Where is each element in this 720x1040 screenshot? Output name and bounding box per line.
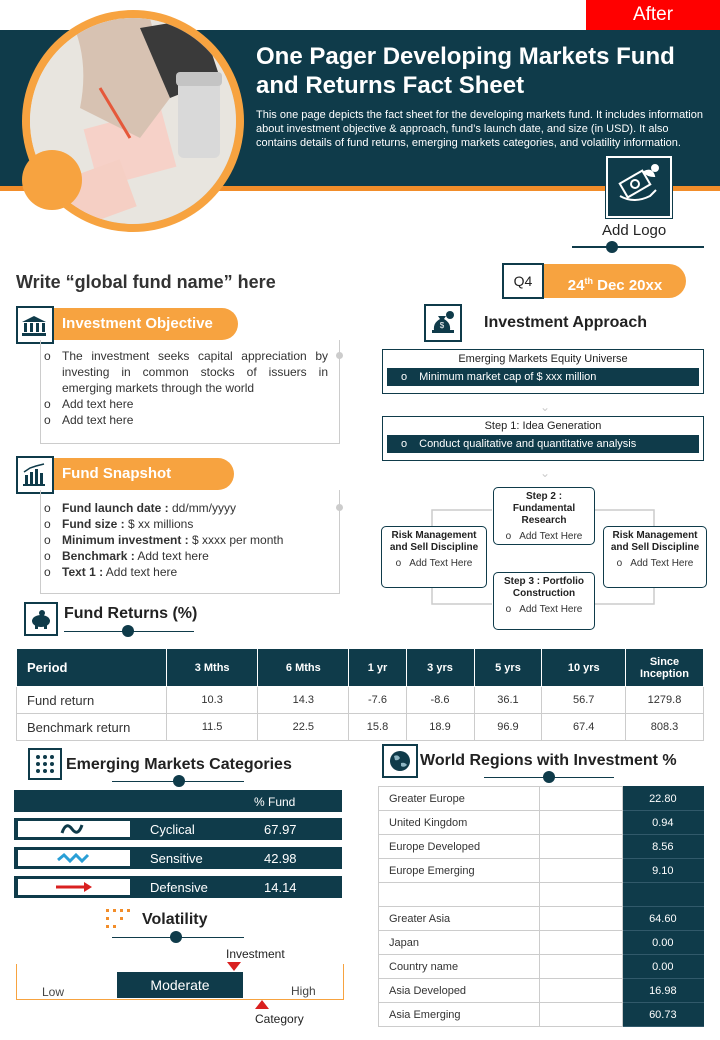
step2-add-text: o Add Text Here [505,531,583,542]
arrow-icon [18,879,130,895]
region-spacer [539,835,622,859]
table-cell: 15.8 [349,714,406,741]
category-name: Cyclical [150,822,195,837]
region-name: Europe Emerging [379,859,540,883]
date-day: 24 [567,277,585,294]
region-value: 60.73 [622,1003,703,1027]
volatility-level: Moderate [117,972,243,998]
after-badge: After [586,0,720,34]
table-cell: -7.6 [349,687,406,714]
snapshot-item: o Minimum investment : $ xxxx per month [44,533,284,547]
region-value: 0.94 [622,811,703,835]
investment-approach-title: Investment Approach [484,314,647,331]
investment-objective-title: Investment Objective [54,308,238,340]
region-name: Asia Emerging [379,1003,540,1027]
table-cell: 1279.8 [626,687,704,714]
fund-snapshot-list [44,500,328,580]
fund-returns-title: Fund Returns (%) [64,605,198,622]
col-header: 3 yrs [406,649,474,687]
volatility-title: Volatility [142,911,208,928]
table-cell: 11.5 [167,714,258,741]
step1-item: o Conduct qualitative and quantitative analysis [387,435,699,453]
table-cell: 36.1 [474,687,542,714]
snapshot-item: o Text 1 : Add text here [44,565,178,579]
region-name: United Kingdom [379,811,540,835]
region-spacer [539,883,622,907]
objective-text: Add text here [62,413,134,427]
region-name: Country name [379,955,540,979]
volatility-underline-dot [170,931,182,943]
step2-add-label: Add Text Here [519,531,583,542]
bar-chart-icon [16,456,54,494]
objective-item: o The investment seeks capital appreciation by investing in common stocks of issuers in emerging markets through the world [44,349,328,395]
category-marker-label: Category [255,1012,304,1026]
table-row [379,811,704,835]
table-row [379,931,704,955]
percent-fund-header: % Fund [254,795,296,809]
step1-box [382,416,704,461]
volatility-dots-icon [104,906,134,932]
table-cell: 808.3 [626,714,704,741]
universe-box [382,349,704,394]
region-value: 16.98 [622,979,703,1003]
category-name: Defensive [150,880,208,895]
region-name: Greater Asia [379,907,540,931]
page-description: This one page depicts the fact sheet for the developing markets fund. It includes information about investment objective & approach, fund’s launch date, and size (in USD). It also contains details of fund returns, emerging markets categories, and volatility information. [256,109,703,149]
grid-dots-icon [28,748,62,780]
table-row [379,859,704,883]
snapshot-value: Add text here [134,549,209,563]
region-spacer [539,1003,622,1027]
date-rest: Dec 20xx [592,277,663,294]
date-pill [544,264,686,298]
table-cell: 56.7 [542,687,626,714]
table-row [379,787,704,811]
investment-marker-label: Investment [226,947,285,961]
col-header: 3 Mths [167,649,258,687]
table-cell: 18.9 [406,714,474,741]
fund-name: Write “global fund name” here [16,272,276,292]
table-row [379,835,704,859]
table-row [379,955,704,979]
risk-left-title: Risk Management and Sell Discipline [389,530,479,553]
fund-returns-table [16,648,704,741]
category-row [14,876,342,898]
bank-icon [16,306,54,344]
page-title: One Pager Developing Markets Fund and Returns Fact Sheet [256,43,675,99]
volatility-low-label: Low [42,985,65,999]
snapshot-label: Fund size : [62,517,125,531]
col-header: 1 yr [349,649,406,687]
snapshot-label: Fund launch date : [62,501,169,515]
category-row [14,818,342,840]
table-cell: 22.5 [258,714,349,741]
region-value: 0.00 [622,955,703,979]
col-header: Period [17,649,167,687]
step1-heading: Step 1: Idea Generation [484,420,602,432]
region-value: 8.56 [622,835,703,859]
region-spacer [539,811,622,835]
chevron-down-icon: ⌄ [540,466,551,480]
category-marker-icon [255,1000,269,1009]
risk-right-box [603,526,707,588]
snapshot-value: $ xx millions [124,517,194,531]
world-regions-title: World Regions with Investment % [420,752,677,769]
snapshot-value: $ xxxx per month [188,533,284,547]
table-cell: 96.9 [474,714,542,741]
snapshot-label: Text 1 : [62,565,104,579]
globe-icon [382,744,418,778]
snapshot-value: dd/mm/yyyy [168,501,237,515]
chevron-down-icon: ⌄ [540,400,551,414]
world-regions-table [378,786,704,1027]
category-value: 14.14 [264,880,297,895]
region-name [379,883,540,907]
snapshot-label: Benchmark : [62,549,135,563]
objective-text: The investment seeks capital appreciation by investing in common stocks of issuers in emerging markets through the world [62,349,328,395]
region-value: 9.10 [622,859,703,883]
snapshot-item: o Fund launch date : dd/mm/yyyy [44,501,237,515]
region-value: 64.60 [622,907,703,931]
fund-snapshot-title: Fund Snapshot [54,458,234,490]
risk-right-add-label: Add Text Here [630,558,694,569]
region-value: 22.80 [622,787,703,811]
step3-add-text: o Add Text Here [505,604,583,615]
investment-objective-list [44,348,328,428]
category-row [14,847,342,869]
col-header: 10 yrs [542,649,626,687]
add-logo-label: Add Logo [602,222,667,239]
scroll-dot [336,352,343,359]
region-name: Europe Developed [379,835,540,859]
volatility-high-label: High [291,984,316,998]
quarter-label: Q4 [502,263,544,299]
region-spacer [539,859,622,883]
table-row [379,907,704,931]
risk-right-add-text: o Add Text Here [616,558,694,569]
money-icon [608,158,670,216]
region-spacer [539,931,622,955]
universe-item-text: Minimum market cap of $ xxx million [419,371,597,383]
table-cell: -8.6 [406,687,474,714]
step2-box [493,487,595,545]
objective-item: o Add text here [44,413,134,427]
snapshot-label: Minimum investment : [62,533,189,547]
fund-returns-underline-dot [122,625,134,637]
scroll-dot [336,504,343,511]
region-name: Japan [379,931,540,955]
region-name: Greater Europe [379,787,540,811]
zigzag-icon [18,850,130,866]
objective-text: Add text here [62,397,134,411]
objective-item: o Add text here [44,397,134,411]
category-value: 67.97 [264,822,297,837]
region-value: 0.00 [622,931,703,955]
table-cell: 14.3 [258,687,349,714]
world-regions-underline-dot [543,771,555,783]
universe-item: o Minimum market cap of $ xxx million [387,368,699,386]
universe-heading: Emerging Markets Equity Universe [458,353,628,365]
region-spacer [539,979,622,1003]
step3-add-label: Add Text Here [519,604,583,615]
emerging-markets-header [14,790,342,812]
table-cell: 67.4 [542,714,626,741]
table-row [379,883,704,907]
fund-returns-header-row [17,649,704,687]
risk-left-add-text: o Add Text Here [395,558,473,569]
risk-left-add-label: Add Text Here [409,558,473,569]
col-header: Since Inception [626,649,704,687]
category-name: Sensitive [150,851,203,866]
region-spacer [539,787,622,811]
region-value [622,883,703,907]
logo-placeholder [606,156,672,218]
row-label: Fund return [17,687,167,714]
table-row [17,687,704,714]
col-header: 6 Mths [258,649,349,687]
logo-underline [572,246,704,248]
step2-title: Step 2 : Fundamental Research [512,491,576,526]
region-name: Asia Developed [379,979,540,1003]
table-cell: 10.3 [167,687,258,714]
risk-left-box [381,526,487,588]
emerging-markets-title: Emerging Markets Categories [66,756,292,773]
step1-item-text: Conduct qualitative and quantitative analysis [419,438,637,450]
wave-icon [18,821,130,837]
snapshot-value: Add text here [103,565,178,579]
piggy-bank-icon [24,602,58,636]
region-spacer [539,955,622,979]
step3-box [493,572,595,630]
date-suffix: th [584,276,593,286]
risk-right-title: Risk Management and Sell Discipline [610,530,700,553]
region-spacer [539,907,622,931]
row-label: Benchmark return [17,714,167,741]
orange-accent-circle [22,150,82,210]
col-header: 5 yrs [474,649,542,687]
svg-text:$: $ [439,321,445,330]
money-bag-icon [424,304,462,342]
snapshot-item: o Benchmark : Add text here [44,549,209,563]
table-row [17,714,704,741]
category-value: 42.98 [264,851,297,866]
snapshot-item: o Fund size : $ xx millions [44,517,194,531]
step3-title: Step 3 : Portfolio Construction [504,576,584,599]
logo-underline-dot [606,241,618,253]
table-row [379,1003,704,1027]
emerging-markets-underline-dot [173,775,185,787]
table-row [379,979,704,1003]
